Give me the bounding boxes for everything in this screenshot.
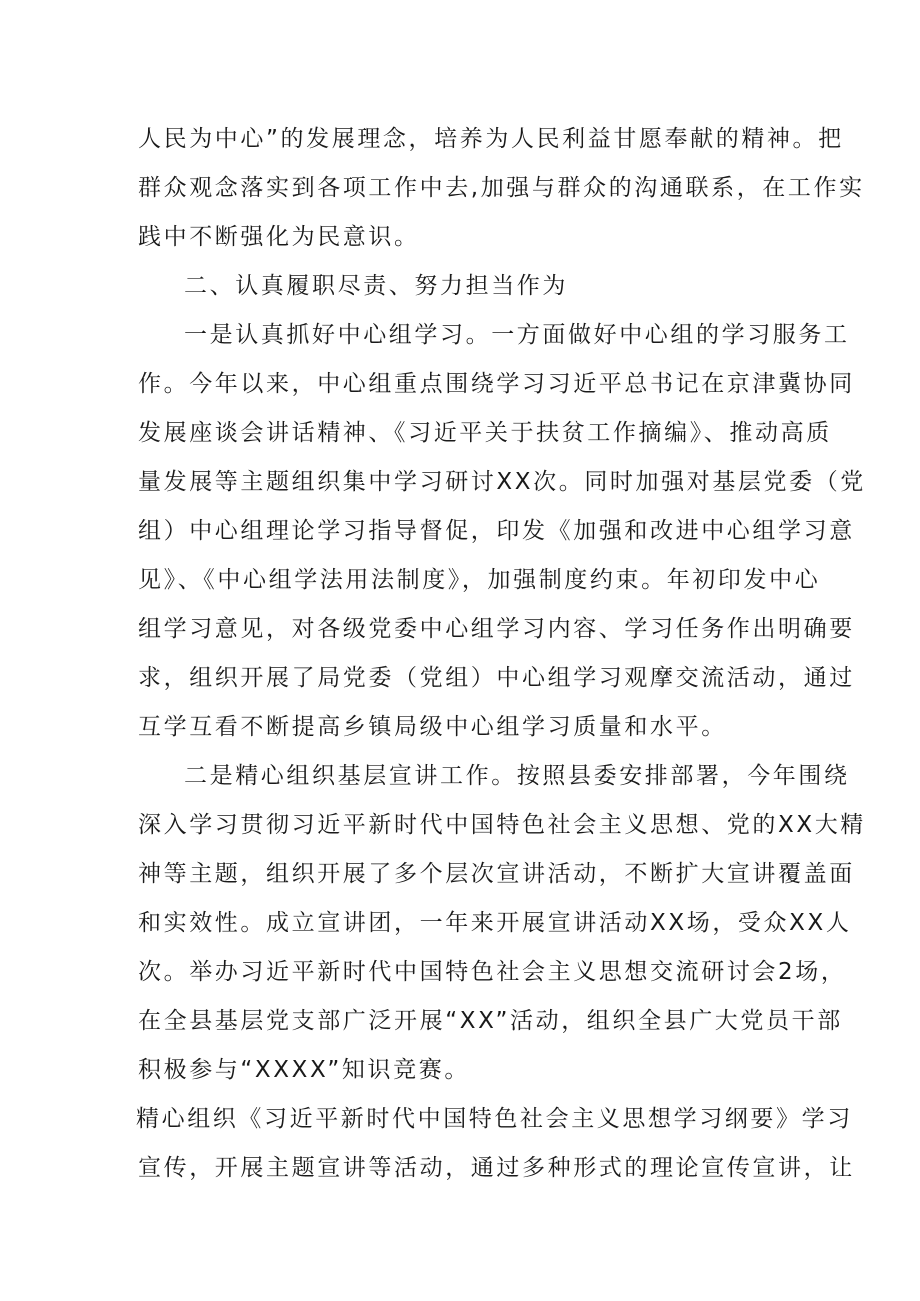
text-line: 践中不断强化为民意识。: [138, 224, 420, 250]
text-line: 发展座谈会讲话精神、《习近平关于扶贫工作摘编》、推动高质: [138, 420, 832, 446]
text-line: 互学互看不断提高乡镇局级中心组学习质量和水平。: [138, 714, 727, 740]
text-line: 积极参与“XXXX”知识竞赛。: [138, 1057, 470, 1083]
text-line: 求，组织开展了局党委（党组）中心组学习观摩交流活动，通过: [138, 665, 855, 691]
text-line: 一是认真抓好中心组学习。一方面做好中心组的学习服务工: [184, 322, 850, 348]
text-line: 作。今年以来，中心组重点围绕学习习近平总书记在京津冀协同: [138, 371, 855, 397]
text-line: 深入学习贯彻习近平新时代中国特色社会主义思想、党的XX大精: [138, 812, 866, 838]
text-line: 人民为中心”的发展理念，培养为人民利益甘愿奉献的精神。把: [138, 126, 844, 152]
text-line: 组）中心组理论学习指导督促，印发《加强和改进中心组学习意: [138, 518, 855, 544]
text-line: 见》、《中心组学法用法制度》，加强制度约束。年初印发中心: [138, 567, 821, 593]
text-line: 宣传，开展主题宣讲等活动，通过多种形式的理论宣传宣讲，让: [138, 1155, 855, 1181]
text-line: 神等主题，组织开展了多个层次宣讲活动，不断扩大宣讲覆盖面: [138, 861, 855, 887]
text-line: 次。举办习近平新时代中国特色社会主义思想交流研讨会2场，: [138, 959, 847, 985]
text-line: 组学习意见，对各级党委中心组学习内容、学习任务作出明确要: [138, 616, 855, 642]
text-line: 精心组织《习近平新时代中国特色社会主义思想学习纲要》学习: [136, 1106, 853, 1132]
text-line: 二是精心组织基层宣讲工作。按照县委安排部署，今年围绕: [184, 763, 850, 789]
text-line: 群众观念落实到各项工作中去,加强与群众的沟通联系，在工作实: [138, 175, 865, 201]
text-line: 量发展等主题组织集中学习研讨XX次。同时加强对基层党委（党: [138, 469, 866, 495]
section-heading: 二、认真履职尽责、努力担当作为: [184, 273, 568, 299]
text-line: 在全县基层党支部广泛开展“XX”活动，组织全县广大党员干部: [138, 1008, 843, 1034]
text-line: 和实效性。成立宣讲团，一年来开展宣讲活动XX场，受众XX人: [138, 910, 852, 936]
